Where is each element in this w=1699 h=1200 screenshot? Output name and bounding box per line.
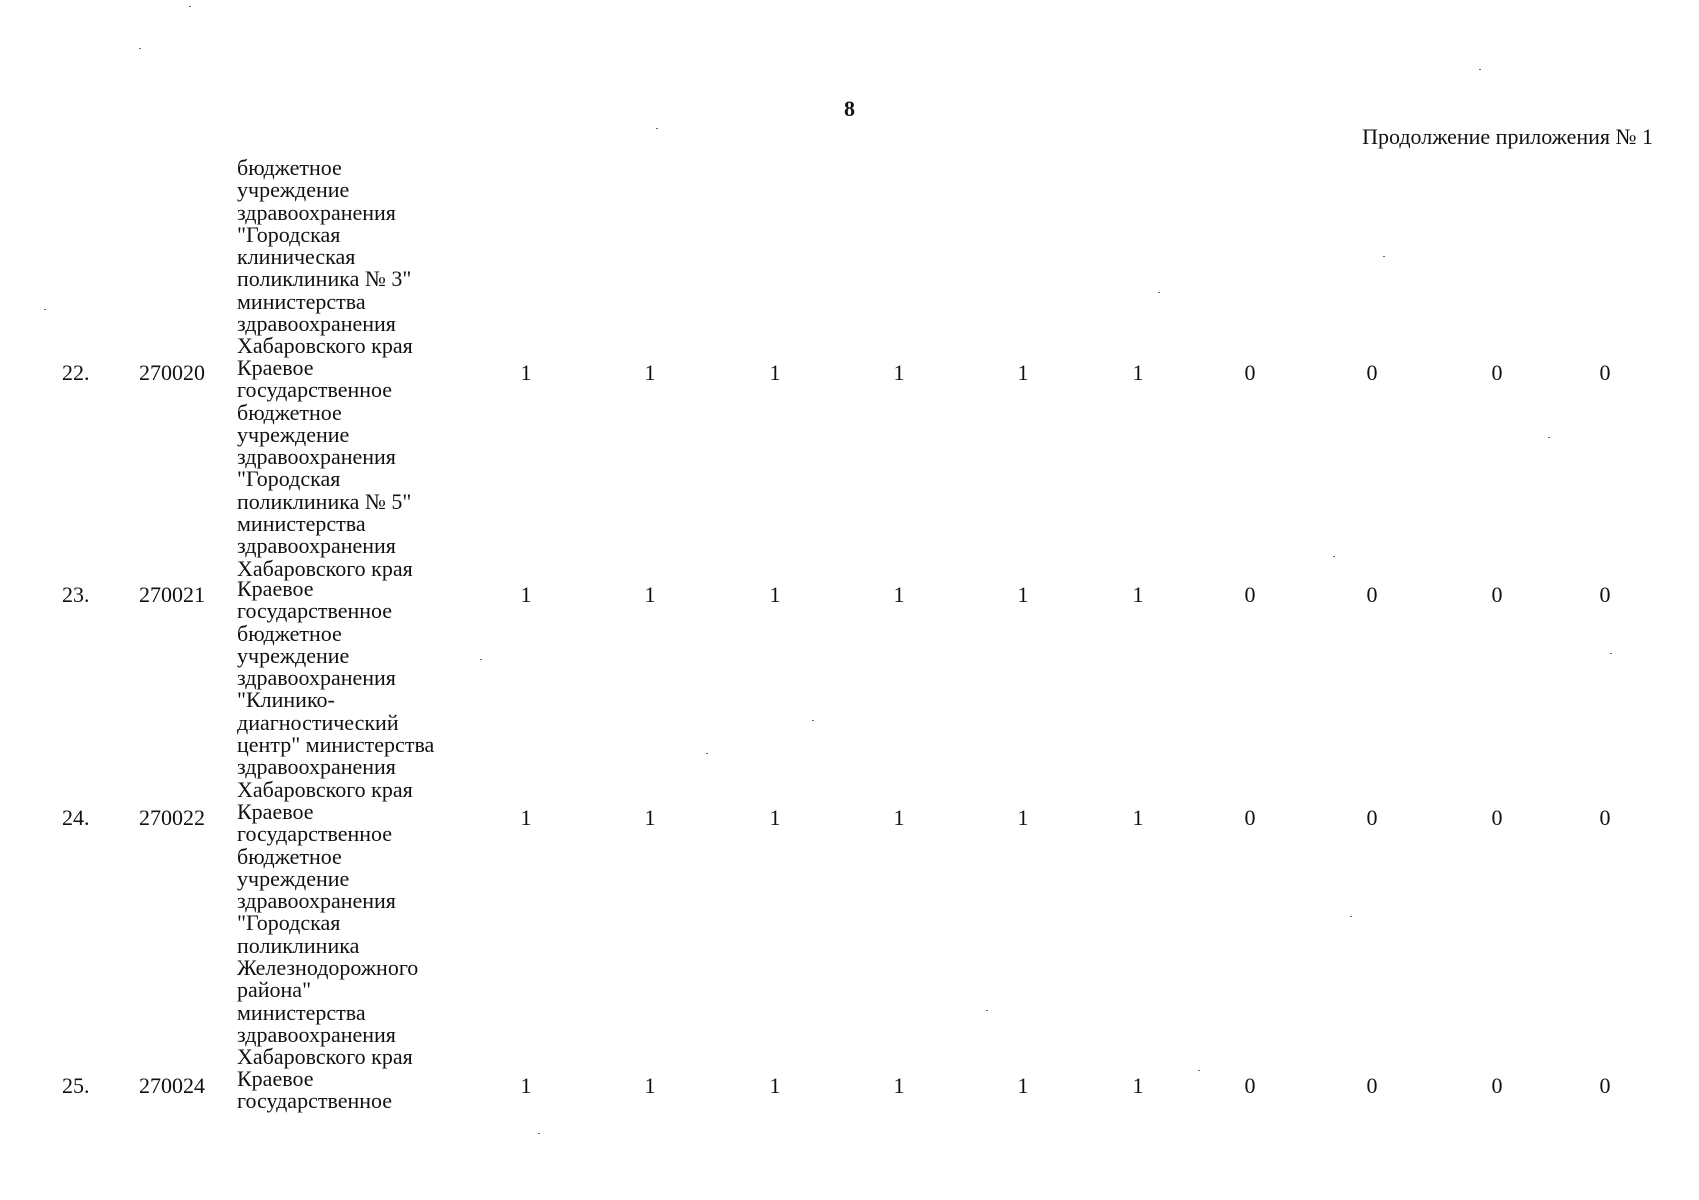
scan-speck [44,309,46,310]
value-cell: 0 [1244,582,1256,607]
value-cell: 0 [1244,805,1256,830]
value-cell: 1 [769,360,781,385]
scan-speck [1350,916,1352,917]
organization-name-line: учреждение [237,642,350,668]
scan-speck [656,128,658,129]
table-row [0,582,1699,608]
organization-name-line: бюджетное [237,399,342,425]
organization-name-line: государственное [237,1088,393,1114]
row-number: 22. [62,360,90,385]
value-cell: 1 [520,1073,532,1098]
value-cell: 1 [1017,805,1029,830]
value-cell: 1 [644,582,656,607]
scan-speck [706,753,708,754]
organization-name-line: клиническая [237,244,356,270]
organization-name-line: "Клинико- [237,687,335,713]
organization-code: 270024 [139,1073,205,1098]
value-cell: 0 [1366,1073,1378,1098]
value-cell: 1 [1132,805,1144,830]
organization-name-line: государственное [237,821,393,847]
value-cell: 1 [644,1073,656,1098]
value-cell: 0 [1491,582,1503,607]
organization-name-line: Краевое [237,576,314,601]
value-cell: 1 [1017,1073,1029,1098]
appendix-continuation-label: Продолжение приложения № 1 [1362,124,1653,149]
value-cell: 0 [1599,1073,1611,1098]
row-number: 23. [62,582,90,607]
scan-speck [538,1133,540,1134]
organization-name-line: здравоохранения [237,444,396,470]
value-cell: 1 [644,805,656,830]
organization-name-line: поликлиника № 5" [237,488,412,514]
scan-speck [1158,292,1160,293]
value-cell: 1 [1017,582,1029,607]
organization-name [237,157,413,358]
scan-speck [1198,1070,1200,1071]
scan-speck [189,6,191,7]
value-cell: 0 [1244,1073,1256,1098]
row-number: 25. [62,1073,90,1098]
organization-name-line: учреждение [237,177,350,203]
organization-name-line: "Городская [237,910,341,936]
organization-name-line: здравоохранения [237,754,396,780]
organization-name-line: государственное [237,377,393,403]
organization-name-line: Хабаровского края [237,555,413,581]
value-cell: 0 [1599,360,1611,385]
scan-speck [1548,437,1550,438]
organization-name-line: бюджетное [237,620,342,646]
organization-name [237,578,434,801]
value-cell: 0 [1491,805,1503,830]
scan-speck [812,720,814,721]
value-cell: 1 [893,1073,905,1098]
value-cell: 1 [893,582,905,607]
organization-name-line: "Городская [237,221,341,247]
scan-speck [139,48,141,49]
value-cell: 1 [520,582,532,607]
organization-name-line: здравоохранения [237,199,396,225]
organization-name-line: здравоохранения [237,888,396,914]
value-cell: 1 [769,582,781,607]
table-row [0,360,1699,386]
value-cell: 0 [1366,805,1378,830]
organization-name-line: бюджетное [237,155,342,180]
value-cell: 1 [1132,360,1144,385]
value-cell: 0 [1599,582,1611,607]
organization-name-line: Железнодорожного [237,955,419,981]
scan-speck [480,659,482,660]
scan-speck [1479,69,1481,70]
organization-name-line: "Городская [237,466,341,492]
value-cell: 1 [1132,582,1144,607]
organization-name-line: Краевое [237,1066,314,1091]
organization-name-line: поликлиника [237,932,360,958]
value-cell: 1 [1017,360,1029,385]
value-cell: 1 [644,360,656,385]
scan-speck [986,1010,988,1011]
value-cell: 0 [1491,1073,1503,1098]
value-cell: 0 [1366,360,1378,385]
value-cell: 0 [1366,582,1378,607]
value-cell: 0 [1244,360,1256,385]
organization-name-line: учреждение [237,865,350,891]
organization-code: 270022 [139,805,205,830]
organization-name-line: Краевое [237,355,314,380]
organization-name-line: здравоохранения [237,665,396,691]
organization-name-line: министерства [237,288,366,314]
organization-code: 270020 [139,360,205,385]
organization-name-line: учреждение [237,421,350,447]
value-cell: 1 [893,360,905,385]
scan-speck [1610,653,1612,654]
value-cell: 1 [1132,1073,1144,1098]
organization-name-line: центр" министерства [237,732,435,758]
organization-name [237,357,413,580]
organization-name-line: Хабаровского края [237,1044,413,1070]
table-row [0,805,1699,831]
value-cell: 1 [769,1073,781,1098]
organization-name-line: здравоохранения [237,311,396,337]
organization-name-line: здравоохранения [237,1021,396,1047]
organization-name-line: бюджетное [237,843,342,869]
value-cell: 1 [769,805,781,830]
organization-name-line: поликлиника № 3" [237,266,412,292]
scan-speck [1333,556,1335,557]
organization-name-line: Краевое [237,799,314,824]
organization-name-line: министерства [237,999,366,1025]
organization-name-line: государственное [237,598,393,624]
organization-name-line: здравоохранения [237,533,396,559]
value-cell: 1 [520,805,532,830]
value-cell: 1 [893,805,905,830]
organization-code: 270021 [139,582,205,607]
value-cell: 1 [520,360,532,385]
scan-speck [1383,256,1385,257]
organization-name-line: района" [237,977,312,1003]
organization-name-line: Хабаровского края [237,776,413,802]
organization-name-line: министерства [237,511,366,537]
organization-name [237,801,418,1069]
value-cell: 0 [1491,360,1503,385]
page-number: 8 [844,96,855,121]
organization-name-line: диагностический [237,709,399,735]
organization-name-line: Хабаровского края [237,333,413,359]
table-row [0,1073,1699,1099]
value-cell: 0 [1599,805,1611,830]
row-number: 24. [62,805,90,830]
